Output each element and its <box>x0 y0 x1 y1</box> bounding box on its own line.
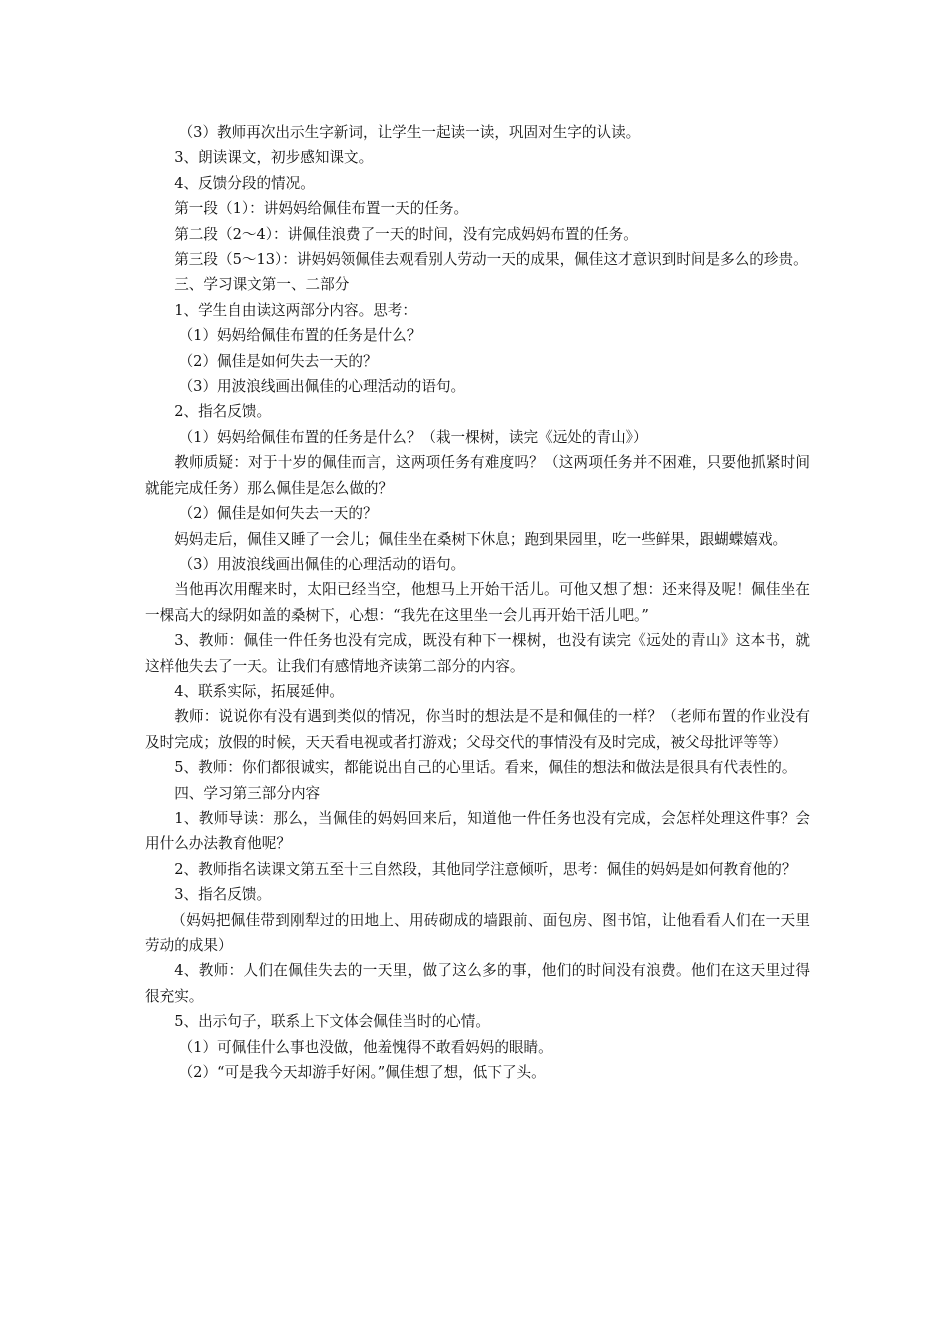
paragraph: 3、指名反馈。 <box>174 886 272 904</box>
paragraph: 1、教师导读：那么，当佩佳的妈妈回来后，知道他一件任务也没有完成，会怎样处理这件事？会用什么办法教育他呢？ <box>145 809 810 853</box>
paragraph: （3）教师再次出示生字新词，让学生一起读一读，巩固对生字的认读。 <box>178 124 641 141</box>
paragraph: 4、反馈分段的情况。 <box>174 174 315 192</box>
paragraph: 3、朗读课文，初步感知课文。 <box>174 149 374 167</box>
paragraph: 4、教师：人们在佩佳失去的一天里，做了这么多的事，他们的时间没有浪费。他们在这天里过得很充实。 <box>145 962 810 1005</box>
paragraph: 2、教师指名读课文第五至十三自然段，其他同学注意倾听，思考：佩佳的妈妈是如何教育他的？ <box>174 860 797 878</box>
paragraph: （3）用波浪线画出佩佳的心理活动的语句。 <box>178 555 466 573</box>
paragraph: （2）佩佳是如何失去一天的？ <box>178 505 378 523</box>
paragraph: （2）“可是我今天却游手好闲。”佩佳想了想，低下了头。 <box>178 1064 546 1082</box>
paragraph: 1、学生自由读这两部分内容。思考： <box>174 301 417 319</box>
paragraph: 5、出示句子，联系上下文体会佩佳当时的心情。 <box>174 1013 490 1031</box>
paragraph: 5、教师：你们都很诚实，都能说出自己的心里话。看来，佩佳的想法和做法是很具有代表性的。 <box>174 759 797 777</box>
paragraph: （3）用波浪线画出佩佳的心理活动的语句。 <box>178 378 466 396</box>
paragraph: （妈妈把佩佳带到刚犁过的田地上、用砖砌成的墙跟前、面包房、图书馆，让他看看人们在一天里劳动的成果） <box>145 911 810 954</box>
paragraph: （2）佩佳是如何失去一天的？ <box>178 352 378 370</box>
section-heading: 四、学习第三部分内容 <box>174 784 321 802</box>
paragraph: （1）妈妈给佩佳布置的任务是什么？（栽一棵树，读完《远处的青山》） <box>178 428 648 446</box>
paragraph: 3、教师：佩佳一件任务也没有完成，既没有种下一棵树，也没有读完《远处的青山》这本书，就这样他失去了一天。让我们有感情地齐读第二部分的内容。 <box>145 632 810 675</box>
document-page <box>145 120 810 1085</box>
paragraph: （1）妈妈给佩佳布置的任务是什么？ <box>178 327 422 345</box>
paragraph: 第一段（1）：讲妈妈给佩佳布置一天的任务。 <box>174 200 469 218</box>
paragraph: 第三段（5～13）：讲妈妈领佩佳去观看别人劳动一天的成果，佩佳这才意识到时间是多么的珍贵。 <box>174 251 808 269</box>
paragraph: 教师质疑：对于十岁的佩佳而言，这两项任务有难度吗？（这两项任务并不困难，只要他抓紧时间就能完成任务）那么佩佳是怎么做的？ <box>145 454 810 497</box>
section-heading: 三、学习课文第一、二部分 <box>174 276 350 294</box>
paragraph: 第二段（2～4）：讲佩佳浪费了一天的时间，没有完成妈妈布置的任务。 <box>174 225 638 243</box>
paragraph: 当他再次用醒来时，太阳已经当空，他想马上开始干活儿。可他又想了想：还来得及呢！佩佳坐在一棵高大的绿阴如盖的桑树下，心想：“我先在这里坐一会儿再开始干活儿吧。” <box>145 581 810 624</box>
paragraph: 4、联系实际，拓展延伸。 <box>174 682 345 700</box>
paragraph: 2、指名反馈。 <box>174 403 272 421</box>
paragraph: （1）可佩佳什么事也没做，他羞愧得不敢看妈妈的眼睛。 <box>178 1038 553 1056</box>
paragraph: 教师：说说你有没有遇到类似的情况，你当时的想法是不是和佩佳的一样？（老师布置的作业没有及时完成；放假的时候，天天看电视或者打游戏；父母交代的事情没有及时完成，被父母批评等等） <box>145 708 810 751</box>
paragraph: 妈妈走后，佩佳又睡了一会儿；佩佳坐在桑树下休息；跑到果园里，吃一些鲜果，跟蝴蝶嬉戏。 <box>174 530 788 548</box>
